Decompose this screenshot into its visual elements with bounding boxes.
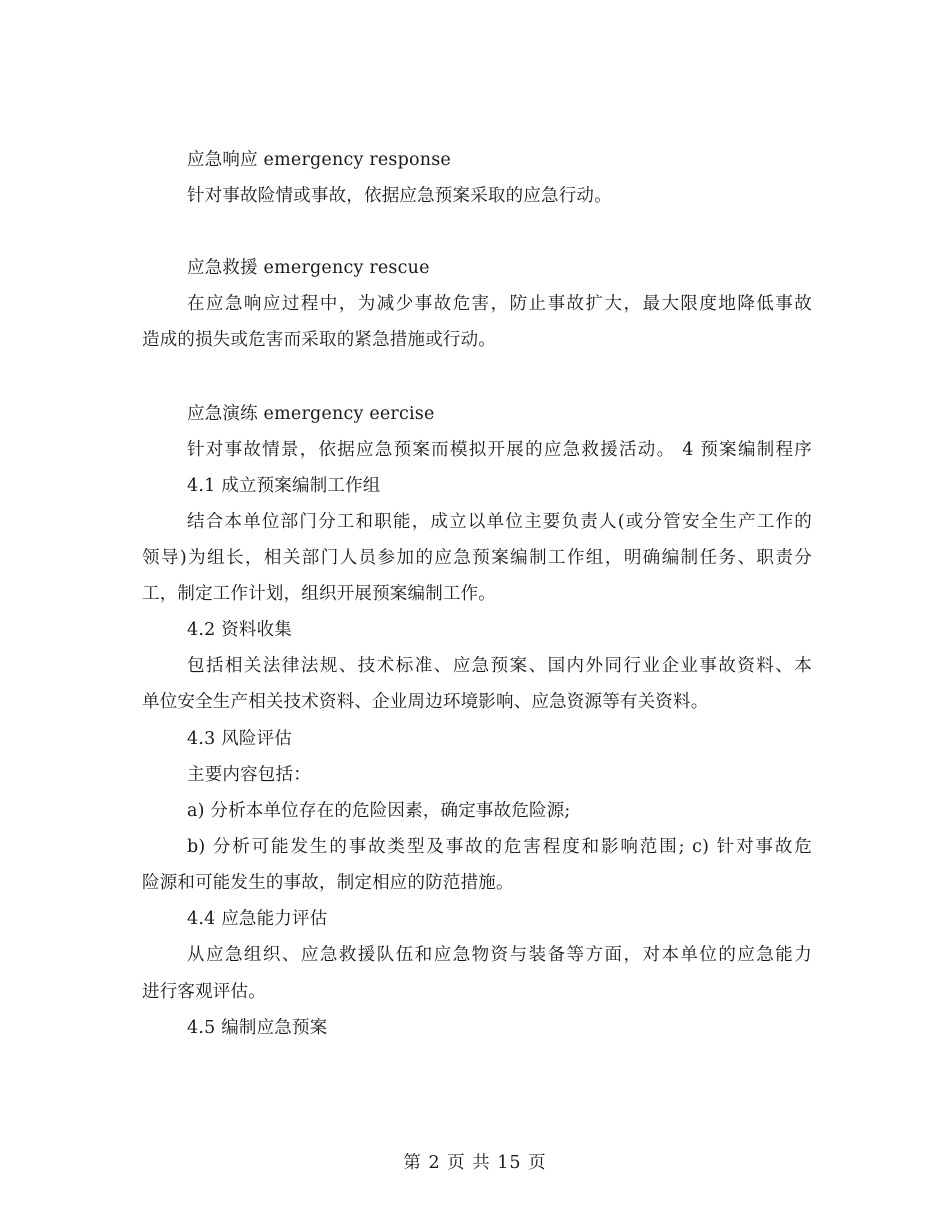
section-heading: 4.2 资料收集 (187, 620, 292, 640)
term-definition: 针对事故险情或事故，依据应急预案采取的应急行动。 (187, 186, 612, 206)
section-heading: 4.3 风险评估 (187, 729, 292, 749)
paragraph-line: 进行客观评估。 (142, 982, 266, 1002)
paragraph-line: 单位安全生产相关技术资料、企业周边环境影响、应急资源等有关资料。 (142, 692, 709, 712)
term-heading: 应急响应 emergency response (187, 150, 451, 170)
paragraph-line: 结合本单位部门分工和职能，成立以单位主要负责人(或分管安全生产工作的 (187, 512, 812, 532)
paragraph-line: 工，制定工作计划，组织开展预案编制工作。 (142, 584, 496, 604)
list-item: 险源和可能发生的事故，制定相应的防范措施。 (142, 873, 514, 893)
section-heading: 4.5 编制应急预案 (187, 1018, 328, 1038)
paragraph-line: 包括相关法律法规、技术标准、应急预案、国内外同行业企业事故资料、本 (187, 656, 812, 676)
list-item: b) 分析可能发生的事故类型及事故的危害程度和影响范围; c) 针对事故危 (187, 837, 812, 857)
section-heading: 4.1 成立预案编制工作组 (187, 476, 381, 496)
term-heading: 应急救援 emergency rescue (187, 258, 430, 278)
term-definition: 针对事故情景，依据应急预案而模拟开展的应急救援活动。 4 预案编制程序 (187, 440, 812, 460)
term-definition: 造成的损失或危害而采取的紧急措施或行动。 (142, 330, 496, 350)
term-definition: 在应急响应过程中，为减少事故危害，防止事故扩大，最大限度地降低事故 (187, 294, 812, 314)
paragraph-line: 从应急组织、应急救援队伍和应急物资与装备等方面，对本单位的应急能力 (187, 945, 812, 965)
term-heading: 应急演练 emergency eercise (187, 404, 435, 424)
paragraph-line: 主要内容包括： (187, 765, 311, 785)
paragraph-line: 领导)为组长，相关部门人员参加的应急预案编制工作组，明确编制任务、职责分 (142, 548, 812, 568)
section-heading: 4.4 应急能力评估 (187, 909, 328, 929)
list-item: a) 分析本单位存在的危险因素，确定事故危险源; (187, 801, 571, 821)
page-footer: 第 2 页 共 15 页 (403, 1153, 547, 1173)
